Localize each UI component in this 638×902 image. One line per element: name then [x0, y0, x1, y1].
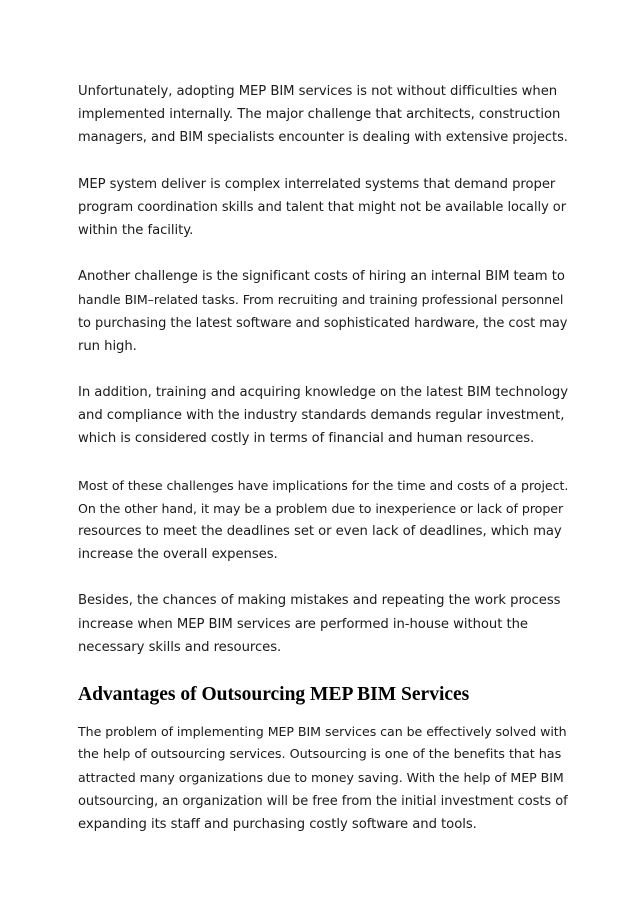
- paragraph: [78, 589, 568, 659]
- text-line: program coordination skills and talent that might not be available locally or: [78, 199, 566, 215]
- text-line: On the other hand, it may be a problem due to inexperience or lack of proper: [78, 500, 564, 516]
- text-line: to purchasing the latest software and sophisticated hardware, the cost may: [78, 315, 568, 331]
- text-line: resources to meet the deadlines set or even lack of deadlines, which may: [78, 524, 562, 540]
- text-line: In addition, training and acquiring knowledge on the latest BIM technology: [78, 385, 569, 401]
- paragraph: [78, 474, 568, 567]
- paragraph: [78, 381, 568, 451]
- text-line: Another challenge is the significant costs of hiring an internal BIM team to: [78, 269, 565, 285]
- text-line: implemented internally. The major challenge that architects, construction: [78, 107, 561, 123]
- text-line: outsourcing, an organization will be free from the initial investment costs of: [78, 793, 568, 809]
- text-line: the help of outsourcing services. Outsourcing is one of the benefits that has: [78, 747, 562, 763]
- text-line: handle BIM–related tasks. From recruiting and training professional personnel: [78, 292, 564, 308]
- section-heading: Advantages of Outsourcing MEP BIM Services: [78, 684, 470, 706]
- text-line: and compliance with the industry standards demands regular investment,: [78, 408, 565, 424]
- text-line: managers, and BIM specialists encounter is dealing with extensive projects.: [78, 130, 568, 146]
- paragraph: [78, 80, 568, 150]
- text-line: Unfortunately, adopting MEP BIM services is not without difficulties when: [78, 84, 558, 99]
- text-line: The problem of implementing MEP BIM services can be effectively solved with: [78, 724, 567, 740]
- document-body: [78, 80, 568, 859]
- text-line: attracted many organizations due to money saving. With the help of MEP BIM: [78, 770, 564, 786]
- text-line: increase when MEP BIM services are performed in-house without the: [78, 616, 528, 632]
- text-line: which is considered costly in terms of financial and human resources.: [78, 431, 535, 447]
- text-line: within the facility.: [78, 223, 194, 239]
- text-line: MEP system deliver is complex interrelated systems that demand proper: [78, 176, 556, 192]
- text-line: run high.: [78, 338, 137, 354]
- text-line: Most of these challenges have implications for the time and costs of a project.: [78, 477, 569, 493]
- text-line: expanding its staff and purchasing costly software and tools.: [78, 816, 477, 832]
- paragraph: [78, 173, 568, 243]
- paragraph: [78, 720, 568, 836]
- text-line: increase the overall expenses.: [78, 547, 278, 563]
- text-line: necessary skills and resources.: [78, 639, 282, 655]
- paragraph: [78, 265, 568, 358]
- text-line: Besides, the chances of making mistakes and repeating the work process: [78, 593, 561, 609]
